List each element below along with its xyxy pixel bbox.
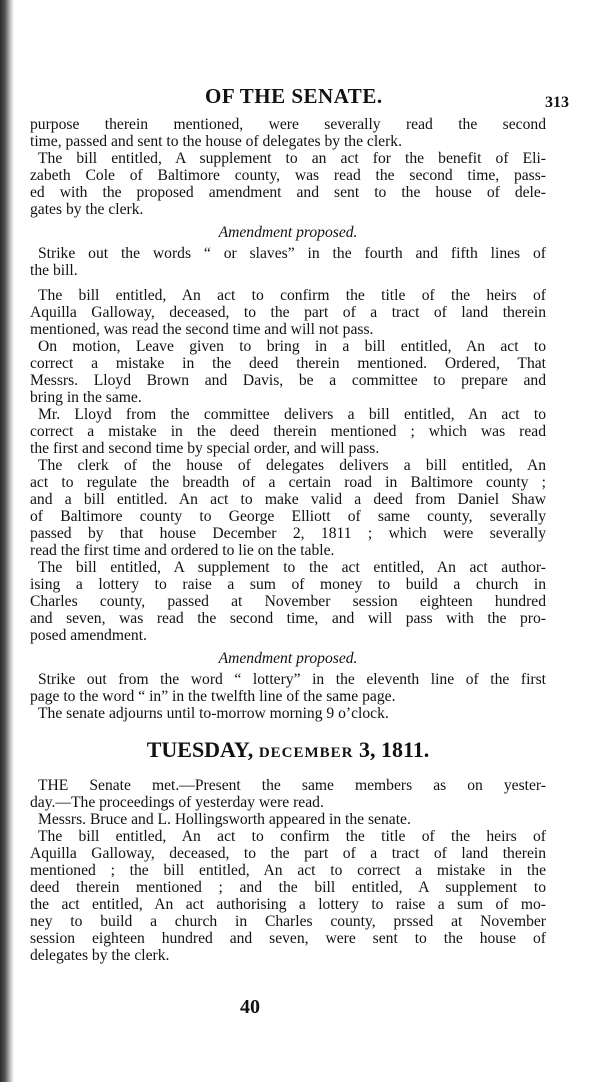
text-line: The senate adjourns until to-morrow morning 9 o’clock. <box>38 705 389 722</box>
text-line: Aquilla Galloway, deceased, to the part of a tract of land therein <box>30 845 546 862</box>
text-line: Messrs. Bruce and L. Hollingsworth appeared in the senate. <box>38 811 411 828</box>
text-line: Mr. Lloyd from the committee delivers a bill entitled, An act to <box>38 406 546 423</box>
page-number: 313 <box>545 94 569 111</box>
amendment-heading-2: Amendment proposed. <box>218 650 358 667</box>
text-line: read the first time and ordered to lie on the table. <box>30 542 335 559</box>
date-heading-day: TUESDAY, <box>146 737 254 762</box>
text-line: and seven, was read the second time, and will pass with the pro- <box>30 610 546 627</box>
text-line: purpose therein mentioned, were severally read the second <box>30 116 546 133</box>
text-line: Aquilla Galloway, deceased, to the part of a tract of land therein <box>30 304 546 321</box>
text-line: of Baltimore county to George Elliott of same county, severally <box>30 508 546 525</box>
paragraph-block-3 <box>30 287 546 644</box>
text-line: and a bill entitled. An act to make valid a deed from Daniel Shaw <box>30 491 546 508</box>
paragraph-block-4 <box>30 671 546 722</box>
page-binding-edge <box>0 0 14 1082</box>
text-line: The bill entitled, An act to confirm the title of the heirs of <box>38 287 546 304</box>
text-line: gates by the clerk. <box>30 201 144 218</box>
text-line: posed amendment. <box>30 627 147 644</box>
text-line: the bill. <box>30 262 78 279</box>
text-line: Charles county, passed at November session eighteen hundred <box>30 593 546 610</box>
text-line: correct a mistake in the deed therein mentioned. Ordered, That <box>30 355 546 372</box>
text-line: mentioned ; the bill entitled, An act to correct a mistake in the <box>30 862 546 879</box>
paragraph-block-5 <box>30 777 546 964</box>
text-line: The bill entitled, An act to confirm the title of the heirs of <box>38 828 546 845</box>
text-line: THE Senate met.—Present the same members as on yester- <box>38 777 546 794</box>
text-line: deed therein mentioned ; and the bill entitled, A supplement to <box>30 879 546 896</box>
text-line: mentioned, was read the second time and will not pass. <box>30 321 374 338</box>
text-line: Strike out the words “ or slaves” in the fourth and fifth lines of <box>38 245 546 262</box>
date-heading-date: 3, 1811. <box>359 737 430 762</box>
page-body <box>30 116 546 964</box>
text-line: ney to build a church in Charles county, prssed at November <box>30 913 546 930</box>
running-head: OF THE SENATE. <box>205 84 383 108</box>
amendment-heading-1: Amendment proposed. <box>218 224 358 241</box>
text-line: passed by that house December 2, 1811 ; which were severally <box>30 525 546 542</box>
text-line: On motion, Leave given to bring in a bill entitled, An act to <box>38 338 546 355</box>
text-line: session eighteen hundred and seven, were sent to the house of <box>30 930 546 947</box>
date-heading <box>30 736 546 767</box>
text-line: the act entitled, An act authorising a lottery to raise a sum of mo- <box>30 896 546 913</box>
text-line: zabeth Cole of Baltimore county, was read the second time, pass- <box>30 167 546 184</box>
text-line: ed with the proposed amendment and sent to the house of dele- <box>30 184 546 201</box>
text-line: The bill entitled, A supplement to an act for the benefit of Eli- <box>38 150 546 167</box>
paragraph-block-1 <box>30 116 546 218</box>
text-line: The clerk of the house of delegates delivers a bill entitled, An <box>38 457 546 474</box>
text-line: day.—The proceedings of yesterday were read. <box>30 794 324 811</box>
text-line: ising a lottery to raise a sum of money to build a church in <box>30 576 546 593</box>
text-line: act to regulate the breadth of a certain road in Baltimore county ; <box>30 474 546 491</box>
text-line: The bill entitled, A supplement to the act entitled, An act author- <box>38 559 546 576</box>
text-line: the first and second time by special order, and will pass. <box>30 440 380 457</box>
text-line: bring in the same. <box>30 389 142 406</box>
text-line: Strike out from the word “ lottery” in the eleventh line of the first <box>38 671 546 688</box>
date-heading-month: DECEMBER <box>258 745 354 761</box>
text-line: page to the word “ in” in the twelfth line of the same page. <box>30 688 396 705</box>
folio-signature: 40 <box>240 996 260 1018</box>
text-line: time, passed and sent to the house of delegates by the clerk. <box>30 133 402 150</box>
text-line: delegates by the clerk. <box>30 947 170 964</box>
page-header <box>30 84 575 114</box>
text-line: Messrs. Lloyd Brown and Davis, be a committee to prepare and <box>30 372 546 389</box>
paragraph-block-2 <box>30 245 546 279</box>
text-line: correct a mistake in the deed therein mentioned ; which was read <box>30 423 546 440</box>
